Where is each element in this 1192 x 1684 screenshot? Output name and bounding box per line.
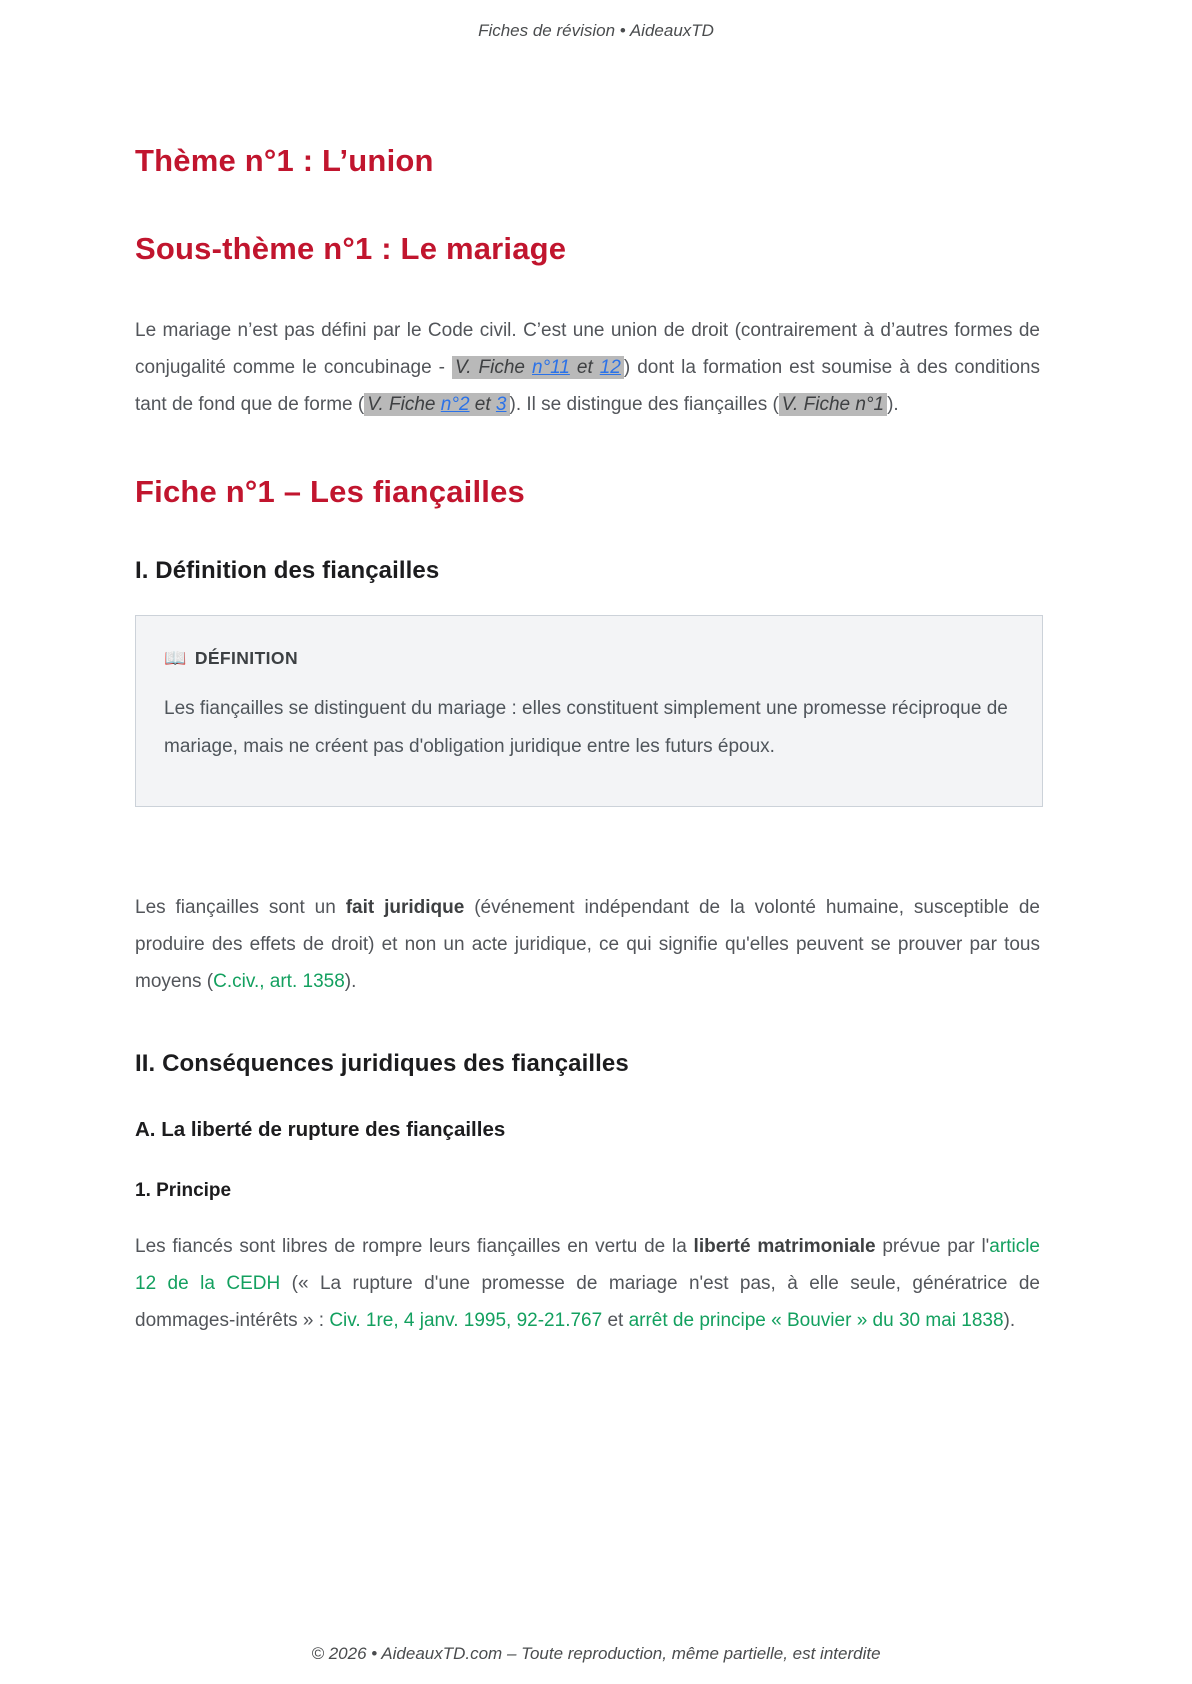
highlight-text: V. Fiche — [367, 393, 441, 415]
link-fiche-2[interactable]: n°2 — [440, 393, 470, 415]
link-fiche-12[interactable]: 12 — [599, 356, 621, 378]
sous-theme-heading: Sous-thème n°1 : Le mariage — [135, 230, 567, 266]
intro-text-4: ). — [887, 393, 899, 415]
highlight-fiche-1: V. Fiche n°1 — [779, 393, 887, 416]
highlight-fiche-11-12 — [452, 356, 624, 379]
definition-box — [135, 615, 1043, 807]
page-header: Fiches de révision • AideauxTD — [478, 21, 714, 40]
fait-text-2: (événement indépendant de la volonté humaine, susceptible de produire des effets de droit) et non un acte juridique, ce qui signifie qu'elles peuvent se prouver par tous moyens ( — [135, 897, 1040, 993]
fiche-heading: Fiche n°1 – Les fiançailles — [135, 473, 525, 509]
intro-text-3: ). Il se distingue des fiançailles ( — [509, 393, 779, 415]
theme-heading: Thème n°1 : L’union — [135, 143, 434, 178]
open-book-icon: 📖 — [164, 648, 187, 669]
link-cciv-art-1358[interactable]: C.civ., art. 1358 — [213, 971, 345, 993]
liberte-matrimoniale-bold: liberté matrimoniale — [693, 1236, 876, 1258]
highlight-text: V. Fiche — [455, 356, 532, 378]
principe-text-3: (« La rupture d'une promesse de mariage n'est pas, à elle seule, génératrice de dommages-intérêts » : — [135, 1273, 1040, 1332]
subsection-liberte-heading: A. La liberté de rupture des fiançailles — [135, 1118, 506, 1142]
link-article-12-cedh[interactable]: article 12 de la CEDH — [135, 1236, 1040, 1295]
definition-box-title-label: DÉFINITION — [194, 648, 298, 669]
principe-text-4: et — [602, 1310, 629, 1332]
principe-text-1: Les fiancés sont libres de rompre leurs fiançailles en vertu de la — [135, 1236, 694, 1258]
link-arret-bouvier[interactable]: arrêt de principe « Bouvier » du 30 mai 1838 — [628, 1310, 1004, 1332]
highlight-text: et — [569, 356, 600, 378]
fait-text-1: Les fiançailles sont un — [135, 897, 346, 919]
intro-paragraph — [135, 312, 1040, 423]
page-footer: © 2026 • AideauxTD.com – Toute reproduction, même partielle, est interdite — [311, 1644, 881, 1663]
intro-text-2: ) dont la formation est soumise à des conditions tant de fond que de forme ( — [135, 356, 1040, 415]
principe-paragraph — [135, 1228, 1040, 1339]
highlight-text: et — [469, 393, 496, 415]
definition-box-body: Les fiançailles se distinguent du mariage : elles constituent simplement une promesse réciproque de mariage, mais ne créent pas d'obligation juridique entre les futurs époux. — [164, 698, 1008, 758]
subsub-principe-heading: 1. Principe — [135, 1180, 232, 1202]
principe-text-5: ). — [1003, 1310, 1016, 1332]
document-content — [135, 0, 1040, 1339]
link-fiche-3[interactable]: 3 — [495, 393, 507, 415]
definition-box-title — [164, 648, 1012, 669]
fait-text-3: ). — [344, 971, 357, 993]
section-consequences-heading: II. Conséquences juridiques des fiançailles — [135, 1050, 629, 1078]
fait-juridique-bold: fait juridique — [345, 897, 465, 919]
link-fiche-11[interactable]: n°11 — [532, 356, 570, 378]
section-definition-heading: I. Définition des fiançailles — [135, 557, 440, 585]
intro-text-1: Le mariage n’est pas défini par le Code civil. C’est une union de droit (contrairement à d’autres formes de conjugalité comme le concubinage - — [135, 319, 1040, 378]
highlight-fiche-2-3 — [364, 393, 509, 416]
link-civ-1re-1995[interactable]: Civ. 1re, 4 janv. 1995, 92-21.767 — [329, 1310, 603, 1332]
principe-text-2: prévue par l' — [875, 1236, 990, 1258]
fait-juridique-paragraph — [135, 889, 1040, 1000]
